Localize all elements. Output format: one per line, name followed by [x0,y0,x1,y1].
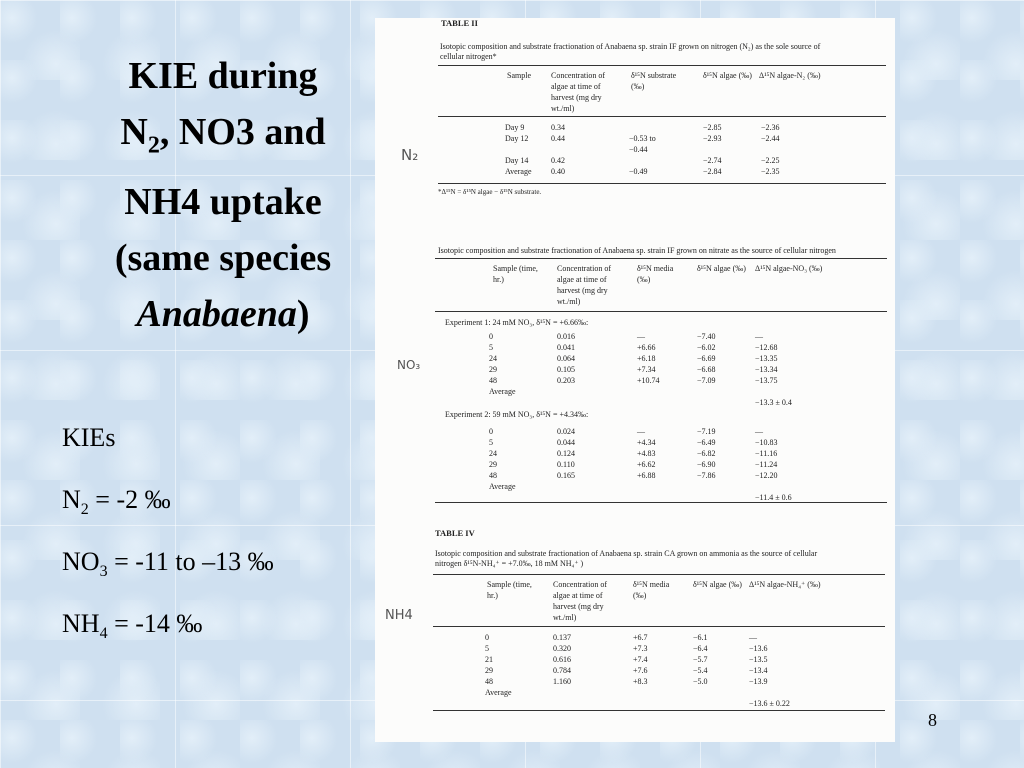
title-n: N [120,111,148,153]
table3-header-concentration: Concentration of algae at time of harvest (mg dry wt./ml) [557,264,611,306]
kies-heading: KIEs [62,423,116,452]
table4-media: +6.7 +7.3 +7.4 +7.6 +8.3 [633,633,648,686]
table2-caption-1: Isotopic composition and substrate fractionation of Anabaena sp. strain IF grown on nitrogen (N₂) as the sole source of [440,42,821,51]
table2-algae: −2.85 −2.93 −2.74 −2.84 [703,123,722,176]
kie-nh4-value: = -14 ‰ [107,609,203,638]
kie-no3 [62,542,274,604]
title-n-sub: 2 [147,132,160,159]
table3-exp2-media: — +4.34 +4.83 +6.62 +6.88 [637,427,656,480]
table2-header-sample: Sample [507,71,531,80]
table3-bottom-rule [435,502,887,503]
table3-top-rule [435,258,887,259]
table2-conc: 0.34 0.44 0.42 0.40 [551,123,565,176]
kie-n2-sub: 2 [80,501,89,519]
table2-substrate: −0.53 to −0.44 −0.49 [629,134,656,176]
kie-list [62,418,274,666]
table2-header-rule [438,116,886,117]
table4-conc: 0.137 0.320 0.616 0.784 1.160 [553,633,571,686]
table3-exp1-media: — +6.66 +6.18 +7.34 +10.74 [637,332,660,385]
table4-top-rule [433,574,885,575]
table3-exp2-label: Experiment 2: 59 mM NO₃, δ¹⁵N = +4.34‰: [445,410,589,419]
kie-no3-value: = -11 to –13 ‰ [107,547,274,576]
table4-label: TABLE IV [435,528,475,538]
table4-bottom-rule [433,710,885,711]
kie-n2-value: = -2 ‰ [88,485,171,514]
page-number: 8 [928,710,937,730]
table3-exp2-delta: — −10.83 −11.16 −11.24 −12.20 −11.4 ± 0.6 [755,427,792,502]
table3-exp1-conc: 0.016 0.041 0.064 0.105 0.203 [557,332,575,385]
title-line-5 [88,286,358,342]
table4-time: 0 5 21 29 48 Average [485,633,512,697]
title-line-1: KIE during [128,55,318,97]
table2-header-concentration: Concentration of algae at time of harvest (mg dry wt./ml) [551,71,605,113]
table3-exp2-conc: 0.024 0.044 0.124 0.110 0.165 [557,427,575,480]
table2-delta: −2.36 −2.44 −2.25 −2.35 [761,123,780,176]
kie-n2 [62,480,274,542]
title-line-2 [88,104,358,174]
table3-header-delta: Δ¹⁵N algae-NO₃ (‰) [755,264,823,273]
table2-top-rule [438,65,886,66]
table4-algae: −6.1 −6.4 −5.7 −5.4 −5.0 [693,633,708,686]
table4-header-concentration: Concentration of algae at time of harvest (mg dry wt./ml) [553,580,607,622]
table4-header-rule [433,626,885,627]
table3-caption: Isotopic composition and substrate fractionation of Anabaena sp. strain IF grown on nitrate as the source of cellular nitrogen [438,246,836,255]
kie-no3-label: NO [62,547,100,576]
table3-exp1-label: Experiment 1: 24 mM NO₃, δ¹⁵N = +6.66‰: [445,318,589,327]
slide-title [88,48,358,342]
table3-exp2-algae: −7.19 −6.49 −6.82 −6.90 −7.86 [697,427,716,480]
scanned-tables-image [375,18,895,742]
table4-header-algae: δ¹⁵N algae (‰) [693,580,742,589]
table3-exp1-delta: — −12.68 −13.35 −13.34 −13.75 −13.3 ± 0.4 [755,332,792,407]
kie-nh4-sub: 4 [99,625,108,643]
kie-no3-sub: 3 [99,563,108,581]
table2-caption-2: cellular nitrogen* [440,52,497,61]
table3-header-algae: δ¹⁵N algae (‰) [697,264,746,273]
table4-header-delta: Δ¹⁵N algae-NH₄⁺ (‰) [749,580,821,589]
table3-header-sample: Sample (time, hr.) [493,264,538,284]
table2-bottom-rule [438,183,886,184]
table2-header-delta: Δ¹⁵N algae-N₂ (‰) [759,71,821,80]
table3-exp1-algae: −7.40 −6.02 −6.69 −6.68 −7.09 [697,332,716,385]
kie-n2-label: N [62,485,81,514]
table4-header-media: δ¹⁵N media (‰) [633,580,670,600]
title-close-paren: ) [296,292,310,335]
title-line-2-rest: , NO3 and [159,111,326,153]
table4-caption-1: Isotopic composition and substrate fractionation of Anabaena sp. strain CA grown on ammonia as the source of cellular [435,549,818,558]
table3-header-rule [435,311,887,312]
table2-footnote: *Δ¹⁵N = δ¹⁵N algae − δ¹⁵N substrate. [438,188,542,196]
kie-nh4 [62,604,274,666]
table4-delta: — −13.6 −13.5 −13.4 −13.9 −13.6 ± 0.22 [749,633,790,708]
table3-exp2-time: 0 5 24 29 48 Average [489,427,516,491]
table3-exp1-time: 0 5 24 29 48 Average [489,332,516,396]
table3-header-media: δ¹⁵N media (‰) [637,264,674,284]
title-line-4: (same species [114,236,332,279]
table4-header-sample: Sample (time, hr.) [487,580,532,600]
table2-header-algae: δ¹⁵N algae (‰) [703,71,752,80]
title-line-3: NH4 uptake [124,180,322,223]
title-species: Anabaena [136,292,297,335]
handwritten-n2: N₂ [401,146,419,164]
table2-samples: Day 9 Day 12 Day 14 Average [505,123,532,176]
handwritten-no3: NO₃ [397,358,421,372]
handwritten-nh4: NH4 [385,608,413,623]
kie-nh4-label: NH [62,609,100,638]
table2-header-substrate: δ¹⁵N substrate (‰) [631,71,677,91]
table2-label: TABLE II [441,18,478,28]
table4-caption-2: nitrogen δ¹⁵N-NH₄⁺ = +7.0‰, 18 mM NH₄⁺ ) [435,559,584,568]
